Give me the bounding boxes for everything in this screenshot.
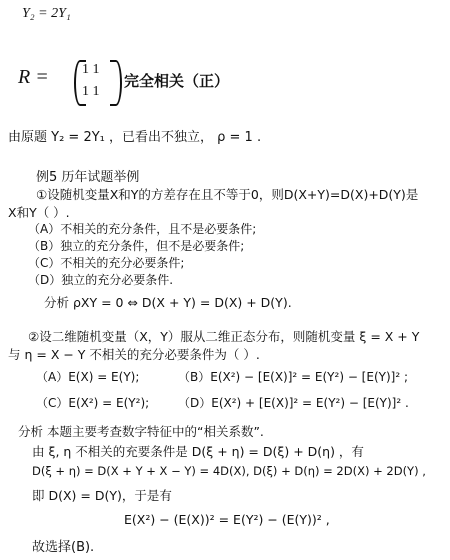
example-heading: 例5 历年试题举例	[36, 170, 140, 185]
conclusion-line: 由原题 Y₂ = 2Y₁ ，已看出不独立， ρ = 1 .	[8, 130, 262, 145]
analysis-2-line-4: 即 D(X) = D(Y)，于是有	[32, 488, 172, 503]
q1-line-2: X和Y（ ）.	[8, 205, 70, 220]
equation-top: Y₂ = 2Y₁	[22, 6, 71, 21]
q1-option-d: （D）独立的充分必要条件.	[28, 273, 174, 287]
q2-option-b: （B）E(X²) − [E(X)]² = E(Y²) − [E(Y)]² ;	[178, 370, 408, 384]
analysis-2-line-3: D(ξ + η) = D(X + Y + X − Y) = 4D(X), D(ξ) + D(η) = 2D(X) + 2D(Y) ,	[32, 464, 426, 478]
analysis-2-line-2: 由 ξ, η 不相关的充要条件是 D(ξ + η) = D(ξ) + D(η) ，有	[32, 444, 364, 459]
analysis-2-line-1: 分析 本题主要考查数字特征中的“相关系数”.	[18, 424, 264, 439]
matrix-lhs: R =	[18, 66, 49, 88]
matrix-label: 完全相关（正）	[124, 72, 230, 90]
q1-option-a: （A）不相关的充分条件，且不是必要条件;	[28, 222, 257, 236]
q1-option-c: （C）不相关的充分必要条件;	[28, 256, 185, 270]
analysis-1: 分析 ρXY = 0 ⇔ D(X + Y) = D(X) + D(Y).	[44, 295, 292, 310]
analysis-2-line-5: E(X²) − (E(X))² = E(Y²) − (E(Y))² ,	[124, 512, 330, 527]
right-paren	[110, 60, 122, 106]
answer-line: 故选择(B).	[32, 540, 95, 555]
q2-line-1: ②设二维随机变量（X，Y）服从二维正态分布，则随机变量 ξ = X + Y	[28, 329, 420, 344]
q2-line-2: 与 η = X − Y 不相关的充分必要条件为（ ）.	[8, 347, 260, 362]
matrix-row-2: 1 1	[82, 84, 100, 99]
q2-option-c: （C）E(X²) = E(Y²);	[36, 396, 150, 410]
q1-option-b: （B）独立的充分条件，但不是必要条件;	[28, 239, 245, 253]
q1-line-1: ①设随机变量X和Y的方差存在且不等于0，则D(X+Y)=D(X)+D(Y)是	[36, 187, 419, 202]
q2-option-a: （A）E(X) = E(Y);	[36, 370, 140, 384]
matrix-row-1: 1 1	[82, 62, 100, 77]
q2-option-d: （D）E(X²) + [E(X)]² = E(Y²) − [E(Y)]² .	[178, 396, 409, 410]
